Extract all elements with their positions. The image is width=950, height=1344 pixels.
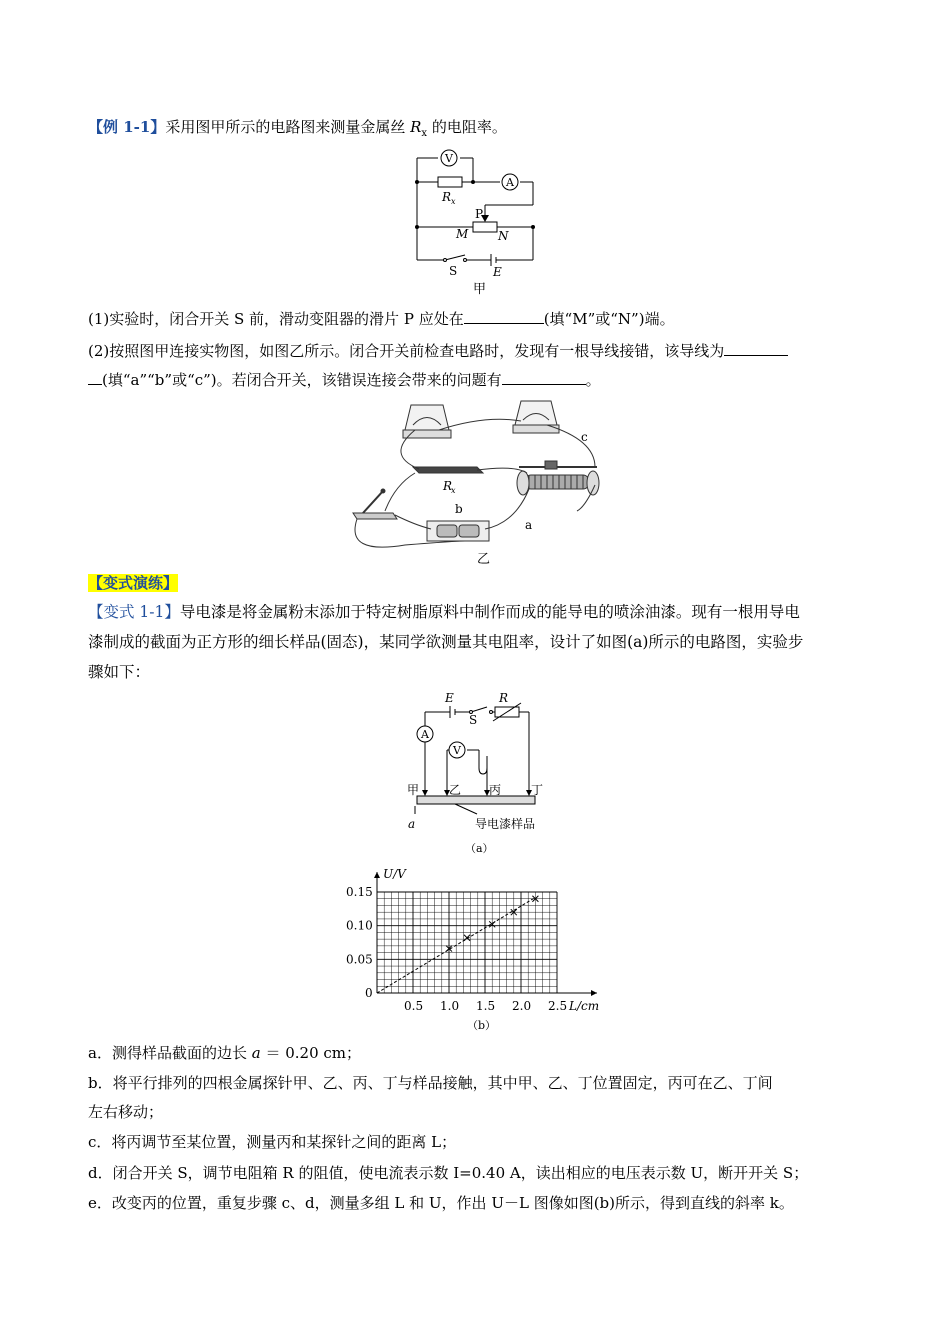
y-axis-arrow: [374, 872, 380, 878]
example-stem: 【例 1-1】采用图甲所示的电路图来测量金属丝 $R_x$ 的电阻率。: [88, 118, 507, 139]
step-b-line-1: b．将平行排列的四根金属探针甲、乙、丙、丁与样品接触，其中甲、乙、丁位置固定，丙可在乙、丁间: [88, 1074, 773, 1092]
figure-caption: （b）: [467, 1019, 497, 1032]
step-a: a．测得样品截面的边长 a ＝ 0.20 cm；: [88, 1044, 361, 1062]
step-e: e．改变丙的位置，重复步骤 c、d，测量多组 L 和 U，作出 U－L 图像如图(b)所示，得到直线的斜率 k。: [88, 1194, 794, 1212]
x-tick-label: 2.5: [548, 999, 568, 1013]
ammeter-label: A: [421, 728, 429, 741]
question-2-line-1: (2)按照图甲连接实物图，如图乙所示。闭合开关前检查电路时，发现有一根导线接错，该导线为: [88, 339, 868, 362]
svg-text:P: P: [475, 207, 484, 221]
svg-text:乙: 乙: [449, 783, 462, 797]
svg-text:丙: 丙: [489, 783, 502, 797]
step-b-line-2: 左右移动；: [88, 1103, 164, 1121]
practice-line-2: 漆制成的截面为正方形的细长样品(固态)，某同学欲测量其电阻率，设计了如图(a)所示的电路图，实验步: [88, 633, 804, 651]
svg-text:丁: 丁: [531, 783, 544, 797]
x-tick-label: 1.5: [476, 999, 496, 1013]
figure-caption: 乙: [477, 552, 491, 567]
svg-text:S: S: [449, 264, 458, 278]
svg-text:S: S: [469, 713, 478, 727]
figure-caption: （a）: [465, 842, 494, 855]
practice-line-1: 【变式 1-1】导电漆是将金属粉末添加于特定树脂原料中制作而成的能导电的喷涂油漆。现有一根用导电: [88, 603, 800, 621]
answer-blank-1: [464, 307, 544, 324]
practice-line-3: 骤如下：: [88, 663, 151, 681]
y-tick-label: 0.10: [346, 918, 373, 933]
step-c: c．将丙调节至某位置，测量丙和某探针之间的距离 L；: [88, 1133, 457, 1151]
circuit-figure-a: [395, 688, 555, 858]
y-tick-label: 0.15: [346, 885, 373, 899]
svg-text:E: E: [493, 265, 502, 279]
ammeter-label: A: [506, 176, 514, 189]
svg-text:E: E: [445, 691, 454, 705]
svg-text:R: R: [442, 190, 452, 204]
y-axis-label: U/V: [383, 867, 406, 881]
x-tick-label: 1.0: [440, 999, 460, 1013]
answer-blank-3: [502, 368, 586, 385]
svg-text:导电漆样品: 导电漆样品: [475, 817, 536, 831]
circuit-figure-jia: [405, 145, 545, 297]
x-axis-label: L/cm: [569, 999, 600, 1013]
practice-header: 【变式演练】: [88, 574, 179, 592]
svg-text:a: a: [525, 518, 533, 532]
question-2-line-2: (填“a”“b”或“c”)。若闭合开关，该错误连接会带来的问题有 。: [88, 368, 868, 391]
svg-text:R: R: [443, 479, 453, 493]
svg-text:N: N: [498, 229, 509, 243]
voltmeter-label: V: [453, 744, 461, 757]
svg-text:a: a: [408, 817, 416, 831]
ul-chart: [345, 862, 605, 1034]
step-d: d．闭合开关 S，调节电阻箱 R 的阻值，使电流表示数 I=0.40 A，读出相应的电压表示数 U，断开开关 S；: [88, 1164, 809, 1182]
origin-label: 0: [365, 986, 373, 1000]
answer-blank-2: [724, 339, 788, 356]
apparatus-figure-yi: [345, 395, 615, 567]
svg-text:b: b: [455, 502, 463, 516]
svg-text:x: x: [451, 486, 456, 495]
question-1: (1)实验时，闭合开关 S 前，滑动变阻器的滑片 P 应处在 (填“M”或“N”)端。: [88, 307, 868, 330]
example-tag: 【例 1-1】: [88, 118, 166, 136]
x-tick-label: 2.0: [512, 999, 532, 1013]
voltmeter-label: V: [445, 152, 453, 165]
x-axis-arrow: [591, 990, 597, 996]
svg-text:甲: 甲: [407, 783, 420, 797]
svg-text:R: R: [499, 691, 509, 705]
x-tick-label: 0.5: [404, 999, 424, 1013]
svg-text:c: c: [581, 430, 588, 444]
y-tick-label: 0.05: [346, 952, 373, 967]
svg-text:x: x: [451, 197, 456, 206]
svg-text:M: M: [456, 227, 469, 241]
figure-caption: 甲: [473, 282, 487, 297]
